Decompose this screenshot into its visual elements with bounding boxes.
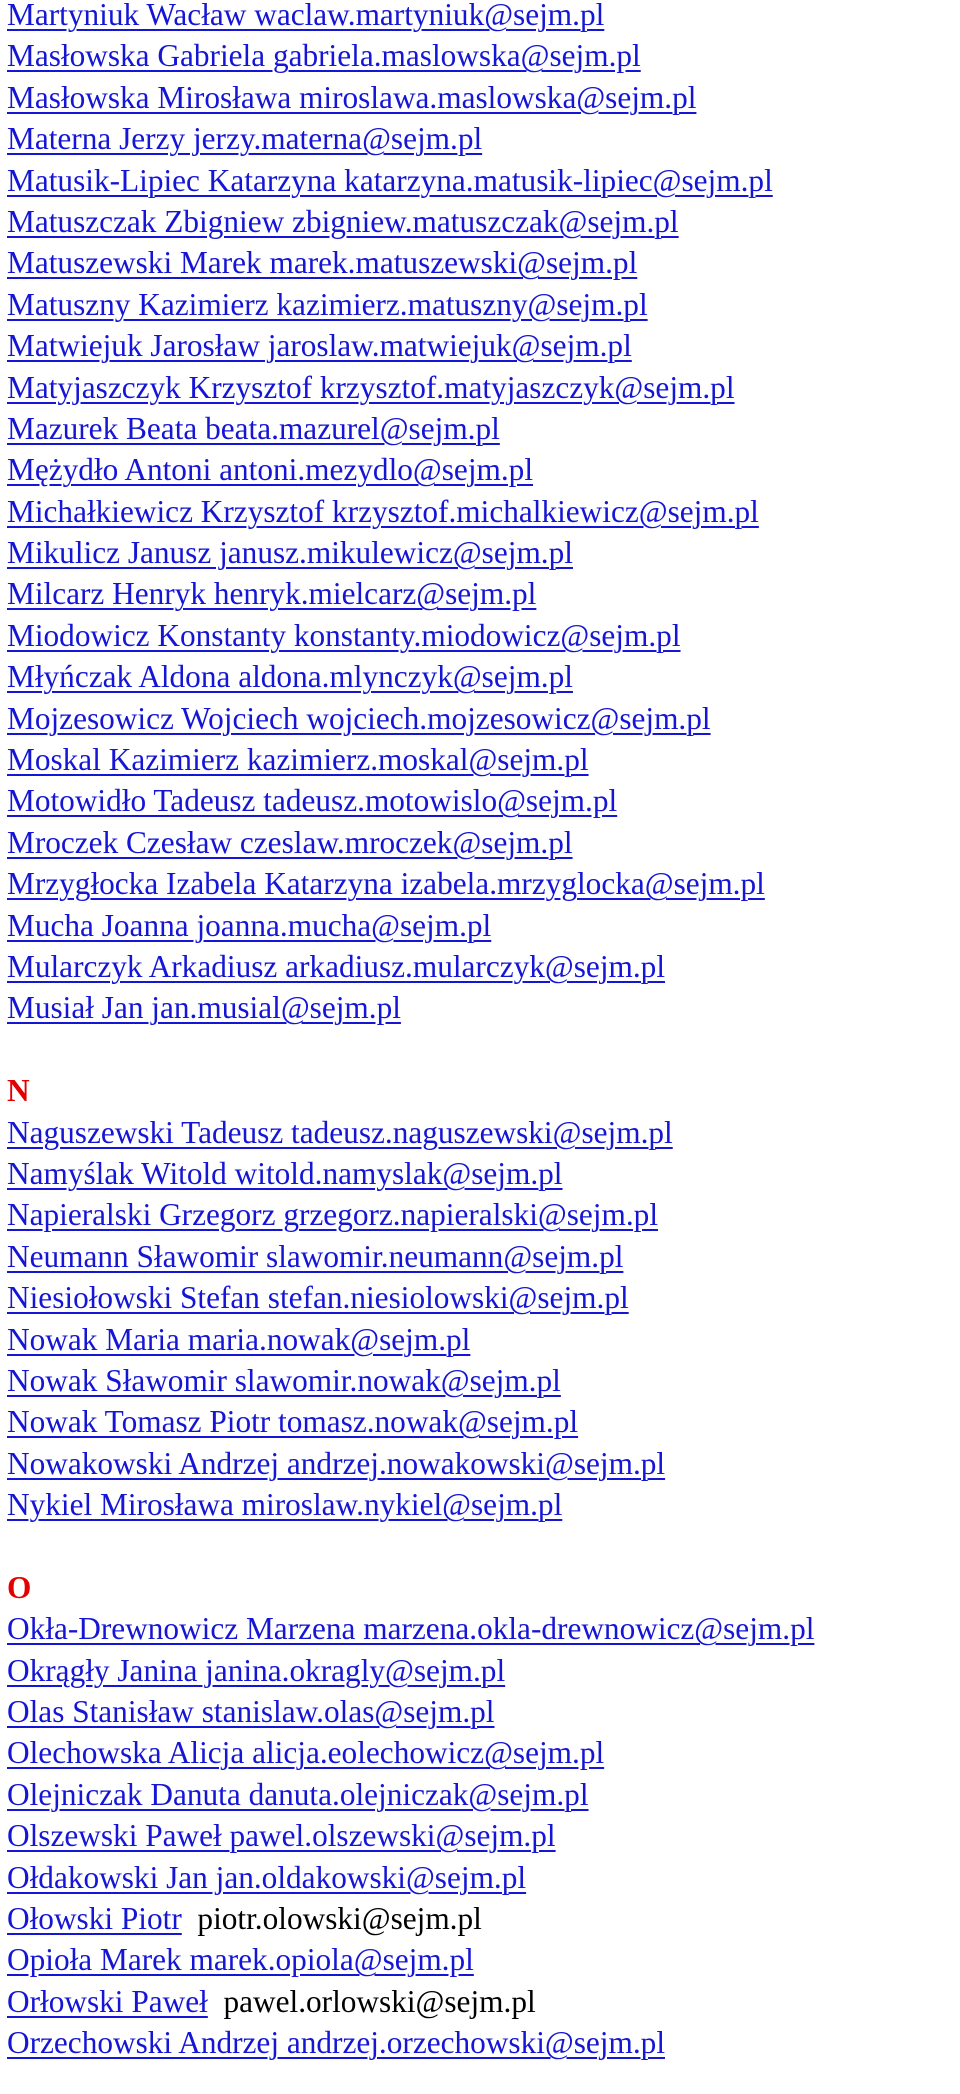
contact-link[interactable]: Ołdakowski Jan jan.oldakowski@sejm.pl [7, 1859, 527, 1895]
list-item [7, 1319, 960, 1360]
email-text: pawel.orlowski@sejm.pl [223, 1983, 536, 2019]
contact-link[interactable]: Miodowicz Konstanty konstanty.miodowicz@sejm.pl [7, 617, 681, 653]
list-item [7, 863, 960, 904]
contact-link[interactable]: Matuszny Kazimierz kazimierz.matuszny@sejm.pl [7, 286, 648, 322]
contact-link[interactable]: Matyjaszczyk Krzysztof krzysztof.matyjaszczyk@sejm.pl [7, 369, 735, 405]
list-item [7, 1898, 960, 1939]
contact-link[interactable]: Napieralski Grzegorz grzegorz.napieralski@sejm.pl [7, 1197, 659, 1233]
contact-link[interactable]: Nowak Sławomir slawomir.nowak@sejm.pl [7, 1362, 561, 1398]
list-item [7, 1484, 960, 1525]
list-item [7, 739, 960, 780]
list-item [7, 35, 960, 76]
contact-link[interactable]: Motowidło Tadeusz tadeusz.motowislo@sejm.pl [7, 783, 618, 819]
contact-link[interactable]: Mojzesowicz Wojciech wojciech.mojzesowicz@sejm.pl [7, 700, 711, 736]
contact-link[interactable]: Michałkiewicz Krzysztof krzysztof.michalkiewicz@sejm.pl [7, 493, 759, 529]
list-item [7, 1608, 960, 1649]
list-item [7, 1153, 960, 1194]
list-item [7, 1815, 960, 1856]
contact-link[interactable]: Mucha Joanna joanna.mucha@sejm.pl [7, 907, 492, 943]
contact-link[interactable]: Musiał Jan jan.musial@sejm.pl [7, 990, 401, 1026]
list-item [7, 1691, 960, 1732]
contact-link[interactable]: Neumann Sławomir slawomir.neumann@sejm.pl [7, 1238, 624, 1274]
list-item [7, 1112, 960, 1153]
list-item [7, 698, 960, 739]
contact-link[interactable]: Martyniuk Wacław waclaw.martyniuk@sejm.pl [7, 0, 605, 32]
list-item [7, 118, 960, 159]
list-item [7, 449, 960, 490]
list-item [7, 325, 960, 366]
contact-link[interactable]: Mikulicz Janusz janusz.mikulewicz@sejm.pl [7, 535, 573, 571]
contact-link[interactable]: Matusik-Lipiec Katarzyna katarzyna.matusik-lipiec@sejm.pl [7, 162, 773, 198]
contact-link[interactable]: Milcarz Henryk henryk.mielcarz@sejm.pl [7, 576, 537, 612]
contact-link[interactable]: Namyślak Witold witold.namyslak@sejm.pl [7, 1155, 563, 1191]
list-item [7, 1360, 960, 1401]
contact-link[interactable]: Matuszczak Zbigniew zbigniew.matuszczak@sejm.pl [7, 203, 679, 239]
contact-link[interactable]: Mularczyk Arkadiusz arkadiusz.mularczyk@sejm.pl [7, 948, 666, 984]
contact-link[interactable]: Opioła Marek marek.opiola@sejm.pl [7, 1942, 474, 1978]
list-item [7, 367, 960, 408]
list-item [7, 905, 960, 946]
list-item [7, 532, 960, 573]
contact-link[interactable]: Mrzygłocka Izabela Katarzyna izabela.mrzyglocka@sejm.pl [7, 866, 765, 902]
list-item [7, 1236, 960, 1277]
list-item [7, 1774, 960, 1815]
list-item [7, 160, 960, 201]
contact-link[interactable]: Okrągły Janina janina.okragly@sejm.pl [7, 1652, 506, 1688]
contact-link[interactable]: Nowakowski Andrzej andrzej.nowakowski@sejm.pl [7, 1445, 666, 1481]
contact-link[interactable]: Masłowska Gabriela gabriela.maslowska@sejm.pl [7, 38, 641, 74]
contact-link[interactable]: Mroczek Czesław czeslaw.mroczek@sejm.pl [7, 824, 573, 860]
contact-link[interactable]: Ołowski Piotr [7, 1900, 182, 1936]
contact-link[interactable]: Mazurek Beata beata.mazurel@sejm.pl [7, 410, 500, 446]
email-text: piotr.olowski@sejm.pl [197, 1900, 482, 1936]
list-item [7, 408, 960, 449]
contact-link[interactable]: Nowak Maria maria.nowak@sejm.pl [7, 1321, 471, 1357]
contact-link[interactable]: Mężydło Antoni antoni.mezydlo@sejm.pl [7, 452, 534, 488]
contact-link[interactable]: Nykiel Mirosława miroslaw.nykiel@sejm.pl [7, 1487, 563, 1523]
list-item [7, 1401, 960, 1442]
list-item [7, 656, 960, 697]
section-spacer [7, 1525, 960, 1566]
list-item [7, 2022, 960, 2063]
list-item [7, 1857, 960, 1898]
list-item [7, 242, 960, 283]
contact-link[interactable]: Olejniczak Danuta danuta.olejniczak@sejm.pl [7, 1776, 589, 1812]
list-item [7, 0, 960, 35]
list-item [7, 822, 960, 863]
contact-link[interactable]: Olechowska Alicja alicja.eolechowicz@sejm.pl [7, 1735, 605, 1771]
list-item [7, 491, 960, 532]
contact-link[interactable]: Olas Stanisław stanislaw.olas@sejm.pl [7, 1694, 495, 1730]
contact-link[interactable]: Niesiołowski Stefan stefan.niesiolowski@sejm.pl [7, 1280, 629, 1316]
section-letter: N [7, 1073, 30, 1109]
contact-link[interactable]: Masłowska Mirosława miroslawa.maslowska@sejm.pl [7, 79, 697, 115]
list-item [7, 1939, 960, 1980]
list-item [7, 573, 960, 614]
contact-link[interactable]: Orzechowski Andrzej andrzej.orzechowski@sejm.pl [7, 2025, 666, 2061]
contact-link[interactable]: Młyńczak Aldona aldona.mlynczyk@sejm.pl [7, 659, 573, 695]
list-item [7, 284, 960, 325]
contact-link[interactable]: Olszewski Paweł pawel.olszewski@sejm.pl [7, 1818, 556, 1854]
list-item [7, 1732, 960, 1773]
list-item [7, 946, 960, 987]
contact-link[interactable]: Nowak Tomasz Piotr tomasz.nowak@sejm.pl [7, 1404, 579, 1440]
contact-link[interactable]: Orłowski Paweł [7, 1983, 208, 2019]
list-item [7, 1277, 960, 1318]
contact-link[interactable]: Matwiejuk Jarosław jaroslaw.matwiejuk@sejm.pl [7, 328, 632, 364]
contact-link[interactable]: Moskal Kazimierz kazimierz.moskal@sejm.pl [7, 742, 589, 778]
list-item [7, 77, 960, 118]
list-item [7, 615, 960, 656]
section-spacer [7, 1029, 960, 1070]
contact-link[interactable]: Okła-Drewnowicz Marzena marzena.okla-drewnowicz@sejm.pl [7, 1611, 815, 1647]
list-item [7, 780, 960, 821]
contact-link[interactable]: Materna Jerzy jerzy.materna@sejm.pl [7, 121, 483, 157]
list-item [7, 1443, 960, 1484]
list-item [7, 1194, 960, 1235]
list-item [7, 201, 960, 242]
list-item [7, 987, 960, 1028]
section-letter: O [7, 1569, 32, 1605]
contact-link[interactable]: Naguszewski Tadeusz tadeusz.naguszewski@sejm.pl [7, 1114, 673, 1150]
list-item [7, 1981, 960, 2022]
contact-link[interactable]: Matuszewski Marek marek.matuszewski@sejm.pl [7, 245, 638, 281]
list-item [7, 1650, 960, 1691]
